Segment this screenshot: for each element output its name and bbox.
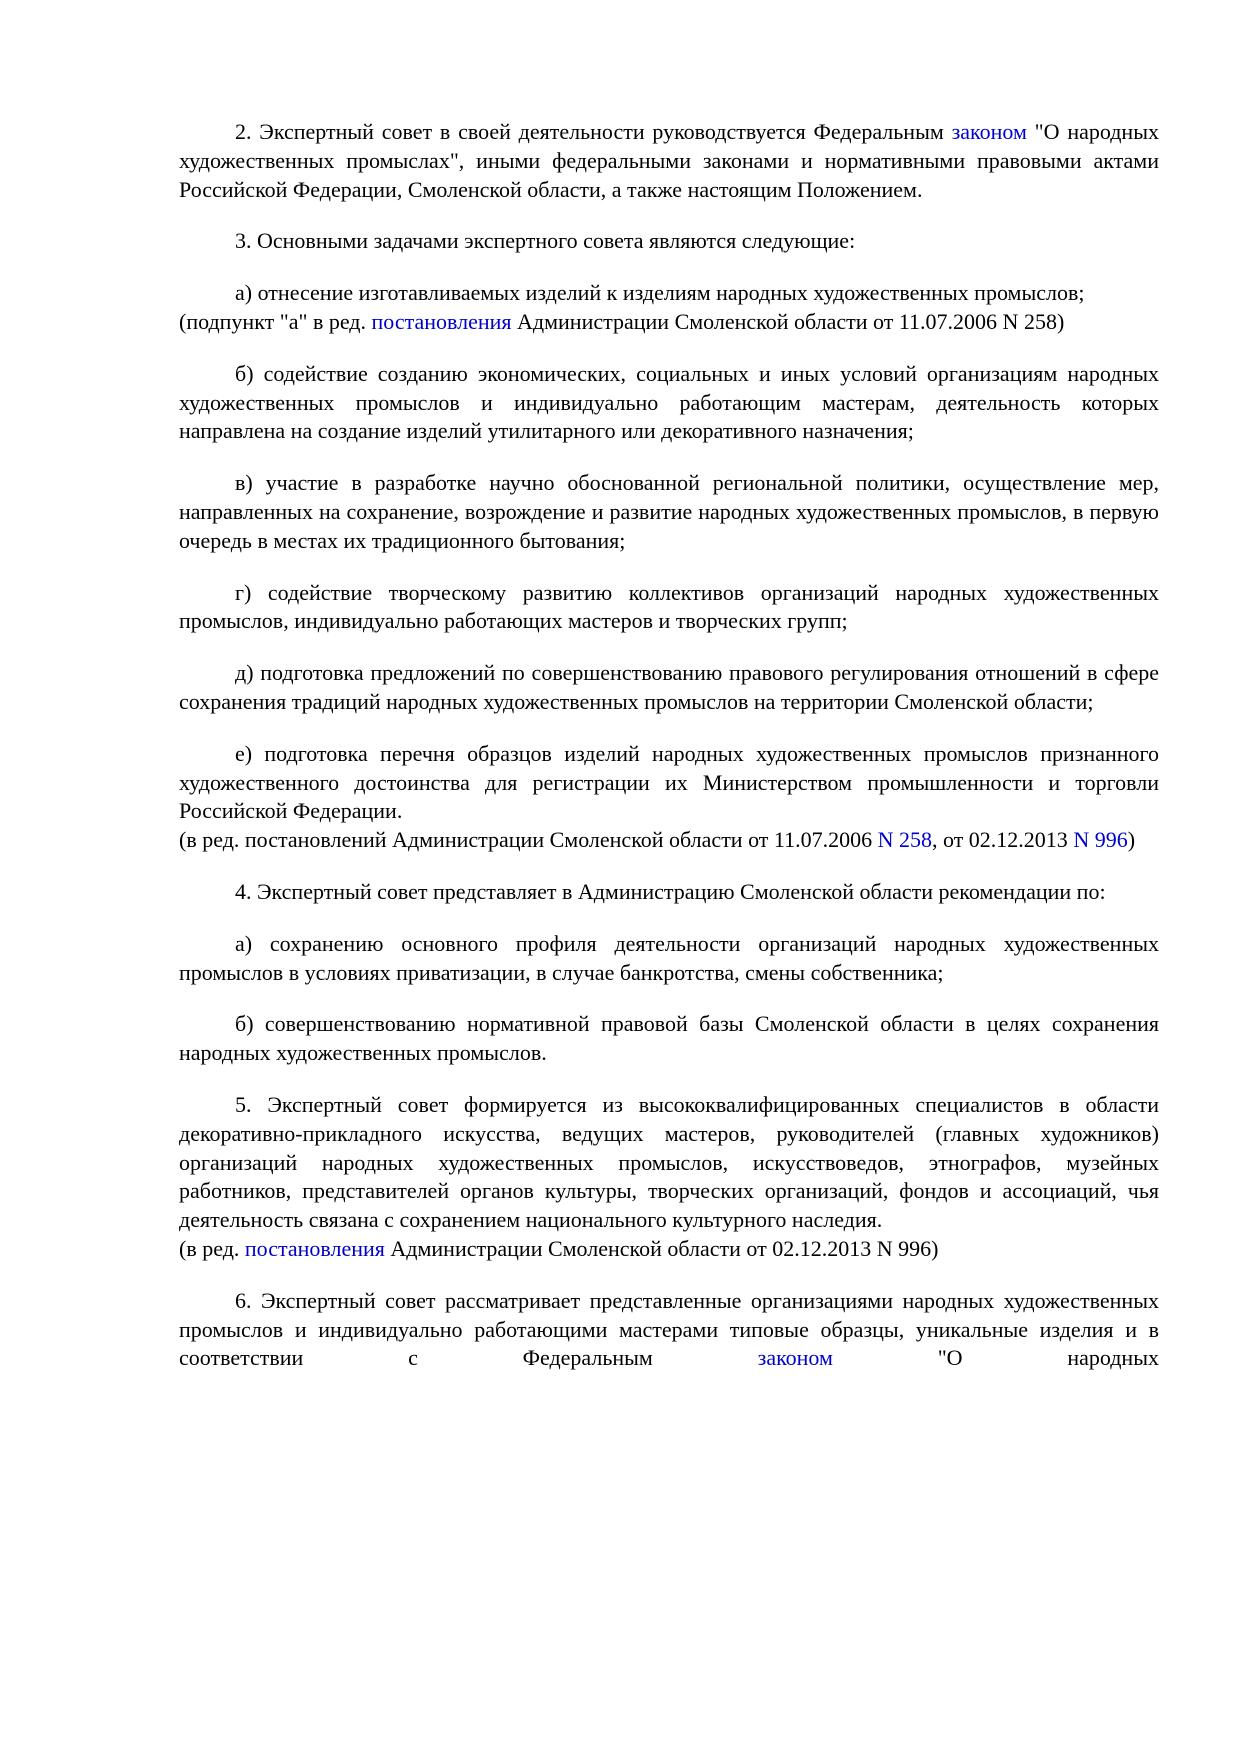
paragraph-text: д) подготовка предложений по совершенствованию правового регулирования отношений в сфере сохранения традиций народных художественных промыслов на территории Смоленской области; xyxy=(179,660,1159,714)
paragraph xyxy=(179,659,1159,717)
paragraph-text: б) совершенствованию нормативной правовой базы Смоленской области в целях сохранения народных художественных промыслов. xyxy=(179,1011,1159,1066)
paragraph-text: ) xyxy=(1127,827,1136,853)
paragraph-text: , от 02.12.2013 xyxy=(931,827,1074,853)
paragraph-text: е) подготовка перечня образцов изделий народных художественных промыслов признанного художественного достоинства для регистрации их Министерством промышленности и торговли Российской Федерации. xyxy=(179,740,1159,824)
paragraph-text: а) отнесение изготавливаемых изделий к изделиям народных художественных промыслов; xyxy=(235,280,1085,306)
legal-reference-link[interactable]: законом xyxy=(951,119,1027,144)
paragraph-text: "О народных художественных промыслах", иными федеральными законами и нормативными правовыми актами Российской Федерации, Смоленской области, а также настоящим Положением. xyxy=(179,119,1159,202)
paragraph xyxy=(179,878,1159,907)
amendment-note xyxy=(179,826,1159,855)
paragraph-text: "О народных xyxy=(832,1345,1159,1371)
legal-reference-link[interactable]: постановления xyxy=(371,308,512,334)
paragraph-text: (в ред. xyxy=(179,1235,245,1261)
paragraph xyxy=(179,740,1159,826)
paragraph-text: 3. Основными задачами экспертного совета являются следующие: xyxy=(235,228,856,254)
paragraph xyxy=(179,279,1159,308)
paragraph-text: (подпункт "а" в ред. xyxy=(179,308,372,334)
paragraph-text: а) сохранению основного профиля деятельности организаций народных художественных промыслов в условиях приватизации, в случае банкротства, смены собственника; xyxy=(179,930,1159,985)
amendment-note xyxy=(179,308,1159,337)
paragraph-text: б) содействие созданию экономических, социальных и иных условий организациям народных художественных промыслов и индивидуально работающим мастерам, деятельность которых направлена на создание изделий утилитарного или декоративного назначения; xyxy=(179,360,1159,444)
paragraph xyxy=(179,469,1159,555)
paragraph xyxy=(179,227,1159,256)
paragraph xyxy=(179,930,1159,988)
paragraph-text: в) участие в разработке научно обоснованной региональной политики, осуществление мер, направленных на сохранение, возрождение и развитие народных художественных промыслов, в первую очередь в местах их традиционного бытования; xyxy=(179,470,1159,553)
paragraph-text: 4. Экспертный совет представляет в Администрацию Смоленской области рекомендации по: xyxy=(235,878,1106,904)
legal-reference-link[interactable]: N 996 xyxy=(1073,827,1128,853)
paragraph xyxy=(179,1010,1159,1068)
paragraph xyxy=(179,118,1159,204)
legal-reference-link[interactable]: законом xyxy=(757,1345,833,1371)
paragraph-text: г) содействие творческому развитию коллективов организаций народных художественных промыслов, индивидуально работающих мастеров и творческих групп; xyxy=(179,579,1159,634)
paragraph-text: 2. Экспертный совет в своей деятельности руководствуется Федеральным xyxy=(235,119,952,144)
document-body xyxy=(179,118,1159,1396)
amendment-note xyxy=(179,1235,1159,1264)
legal-reference-link[interactable]: N 258 xyxy=(877,827,932,853)
paragraph-text: Администрации Смоленской области от 11.07.2006 N 258) xyxy=(511,308,1065,334)
paragraph-text: 6. Экспертный совет рассматривает представленные организациями народных художественных промыслов и индивидуально работающими мастерами типовые образцы, уникальные изделия и в соответствии с Федеральным xyxy=(179,1287,1159,1371)
paragraph-text: (в ред. постановлений Администрации Смоленской области от 11.07.2006 xyxy=(179,827,878,853)
paragraph xyxy=(179,1287,1159,1373)
legal-reference-link[interactable]: постановления xyxy=(244,1235,385,1261)
paragraph xyxy=(179,1091,1159,1235)
paragraph xyxy=(179,360,1159,446)
paragraph-text: Администрации Смоленской области от 02.12.2013 N 996) xyxy=(384,1235,939,1261)
paragraph-text: 5. Экспертный совет формируется из высококвалифицированных специалистов в области декоративно-прикладного искусства, ведущих мастеров, руководителей (главных художников) организаций народных художественных промыслов, искусствоведов, этнографов, музейных работников, представителей органов культуры, творческих организаций, фондов и ассоциаций, чья деятельность связана с сохранением национального культурного наследия. xyxy=(179,1091,1159,1233)
paragraph xyxy=(179,579,1159,637)
